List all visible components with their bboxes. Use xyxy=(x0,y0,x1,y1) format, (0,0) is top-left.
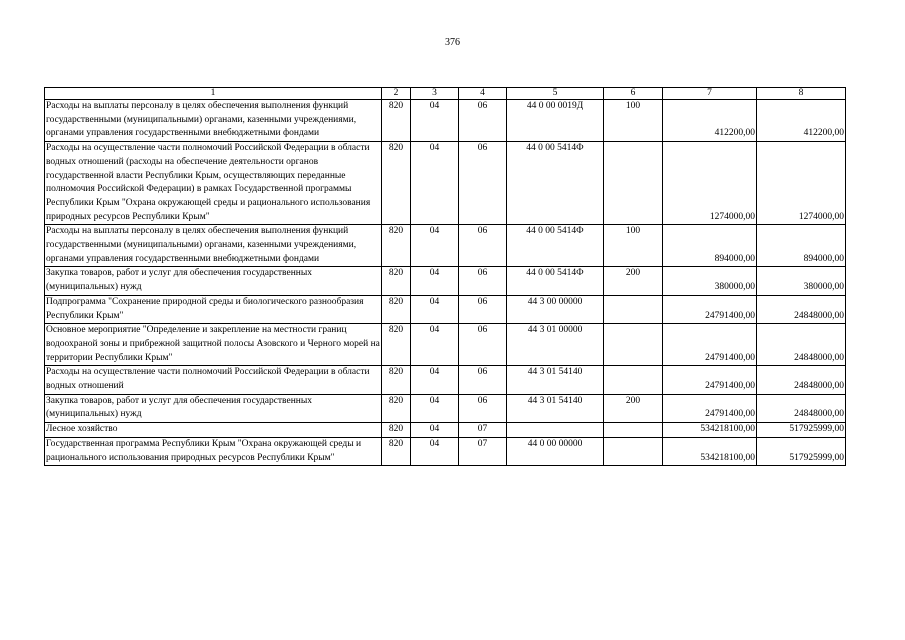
cell-target-article: 44 0 00 00000 xyxy=(507,437,604,465)
cell-sum-year1: 534218100,00 xyxy=(663,437,757,465)
table-row xyxy=(45,324,846,366)
cell-sum-year1: 412200,00 xyxy=(663,100,757,142)
cell-sum-year1: 1274000,00 xyxy=(663,142,757,225)
column-header: 7 xyxy=(663,88,757,100)
cell-grbs: 820 xyxy=(382,100,411,142)
row-description: Расходы на осуществление части полномочий Российской Федерации в области водных отношений xyxy=(45,366,382,394)
cell-sum-year1: 24791400,00 xyxy=(663,295,757,323)
cell-target-article: 44 3 01 54140 xyxy=(507,366,604,394)
cell-target-article: 44 3 01 00000 xyxy=(507,324,604,366)
column-header: 4 xyxy=(459,88,507,100)
cell-section: 04 xyxy=(411,225,459,267)
table-row xyxy=(45,225,846,267)
cell-subsection: 06 xyxy=(459,100,507,142)
cell-section: 04 xyxy=(411,295,459,323)
row-description: Закупка товаров, работ и услуг для обеспечения государственных (муниципальных) нужд xyxy=(45,267,382,295)
cell-sum-year2: 24848000,00 xyxy=(757,295,846,323)
cell-subsection: 06 xyxy=(459,366,507,394)
cell-expense-type xyxy=(604,142,663,225)
cell-target-article: 44 0 00 5414Ф xyxy=(507,225,604,267)
cell-grbs: 820 xyxy=(382,366,411,394)
row-description: Расходы на осуществление части полномочий Российской Федерации в области водных отношений (расходы на обеспечение деятельности органов государственной власти Республики Крым, осуществляющих переданные полномочия Российской Федерации) в рамках Государственной программы Республики Крым "Охрана окружающей среды и рационального использования природных ресурсов Республики Крым" xyxy=(45,142,382,225)
cell-grbs: 820 xyxy=(382,225,411,267)
cell-section: 04 xyxy=(411,324,459,366)
cell-sum-year1: 894000,00 xyxy=(663,225,757,267)
cell-grbs: 820 xyxy=(382,394,411,422)
cell-expense-type xyxy=(604,295,663,323)
cell-grbs: 820 xyxy=(382,324,411,366)
cell-expense-type: 100 xyxy=(604,225,663,267)
cell-expense-type: 200 xyxy=(604,394,663,422)
cell-sum-year2: 894000,00 xyxy=(757,225,846,267)
table-row xyxy=(45,423,846,438)
cell-sum-year2: 517925999,00 xyxy=(757,437,846,465)
cell-sum-year2: 24848000,00 xyxy=(757,366,846,394)
cell-sum-year2: 24848000,00 xyxy=(757,394,846,422)
cell-subsection: 06 xyxy=(459,295,507,323)
cell-expense-type xyxy=(604,437,663,465)
cell-subsection: 07 xyxy=(459,437,507,465)
cell-grbs: 820 xyxy=(382,142,411,225)
cell-section: 04 xyxy=(411,423,459,438)
table-row xyxy=(45,366,846,394)
table-row xyxy=(45,295,846,323)
cell-target-article: 44 0 00 5414Ф xyxy=(507,142,604,225)
cell-target-article: 44 3 01 54140 xyxy=(507,394,604,422)
cell-sum-year2: 380000,00 xyxy=(757,267,846,295)
table-row xyxy=(45,100,846,142)
cell-grbs: 820 xyxy=(382,295,411,323)
row-description: Основное мероприятие "Определение и закрепление на местности границ водоохраной зоны и прибрежной защитной полосы Азовского и Черного морей на территории Республики Крым" xyxy=(45,324,382,366)
cell-expense-type xyxy=(604,324,663,366)
cell-sum-year1: 380000,00 xyxy=(663,267,757,295)
cell-subsection: 06 xyxy=(459,267,507,295)
cell-expense-type: 200 xyxy=(604,267,663,295)
table-row xyxy=(45,394,846,422)
cell-sum-year1: 24791400,00 xyxy=(663,394,757,422)
cell-target-article: 44 0 00 5414Ф xyxy=(507,267,604,295)
cell-target-article: 44 3 00 00000 xyxy=(507,295,604,323)
column-header: 1 xyxy=(45,88,382,100)
cell-subsection: 06 xyxy=(459,142,507,225)
row-description: Лесное хозяйство xyxy=(45,423,382,438)
cell-section: 04 xyxy=(411,267,459,295)
cell-subsection: 06 xyxy=(459,225,507,267)
table-row xyxy=(45,142,846,225)
cell-target-article: 44 0 00 0019Д xyxy=(507,100,604,142)
row-description: Закупка товаров, работ и услуг для обеспечения государственных (муниципальных) нужд xyxy=(45,394,382,422)
table-row xyxy=(45,267,846,295)
cell-section: 04 xyxy=(411,394,459,422)
cell-sum-year1: 534218100,00 xyxy=(663,423,757,438)
cell-subsection: 07 xyxy=(459,423,507,438)
cell-section: 04 xyxy=(411,142,459,225)
cell-subsection: 06 xyxy=(459,394,507,422)
column-header: 8 xyxy=(757,88,846,100)
row-description: Расходы на выплаты персоналу в целях обеспечения выполнения функций государственными (муниципальными) органами, казенными учреждениями, органами управления государственными внебюджетными фондами xyxy=(45,225,382,267)
column-header: 5 xyxy=(507,88,604,100)
cell-grbs: 820 xyxy=(382,437,411,465)
budget-table xyxy=(44,87,846,466)
table-header-row xyxy=(45,88,846,100)
cell-section: 04 xyxy=(411,437,459,465)
page-number: 376 xyxy=(445,37,460,48)
row-description: Расходы на выплаты персоналу в целях обеспечения выполнения функций государственными (муниципальными) органами, казенными учреждениями, органами управления государственными внебюджетными фондами xyxy=(45,100,382,142)
cell-section: 04 xyxy=(411,366,459,394)
cell-sum-year2: 412200,00 xyxy=(757,100,846,142)
cell-subsection: 06 xyxy=(459,324,507,366)
cell-sum-year2: 1274000,00 xyxy=(757,142,846,225)
cell-sum-year1: 24791400,00 xyxy=(663,324,757,366)
cell-expense-type xyxy=(604,366,663,394)
cell-sum-year1: 24791400,00 xyxy=(663,366,757,394)
row-description: Государственная программа Республики Крым "Охрана окружающей среды и рационального использования природных ресурсов Республики Крым" xyxy=(45,437,382,465)
cell-grbs: 820 xyxy=(382,267,411,295)
cell-section: 04 xyxy=(411,100,459,142)
column-header: 3 xyxy=(411,88,459,100)
table-row xyxy=(45,437,846,465)
cell-sum-year2: 24848000,00 xyxy=(757,324,846,366)
cell-expense-type xyxy=(604,423,663,438)
cell-grbs: 820 xyxy=(382,423,411,438)
column-header: 2 xyxy=(382,88,411,100)
cell-target-article xyxy=(507,423,604,438)
cell-expense-type: 100 xyxy=(604,100,663,142)
cell-sum-year2: 517925999,00 xyxy=(757,423,846,438)
column-header: 6 xyxy=(604,88,663,100)
row-description: Подпрограмма "Сохранение природной среды и биологического разнообразия Республики Крым" xyxy=(45,295,382,323)
